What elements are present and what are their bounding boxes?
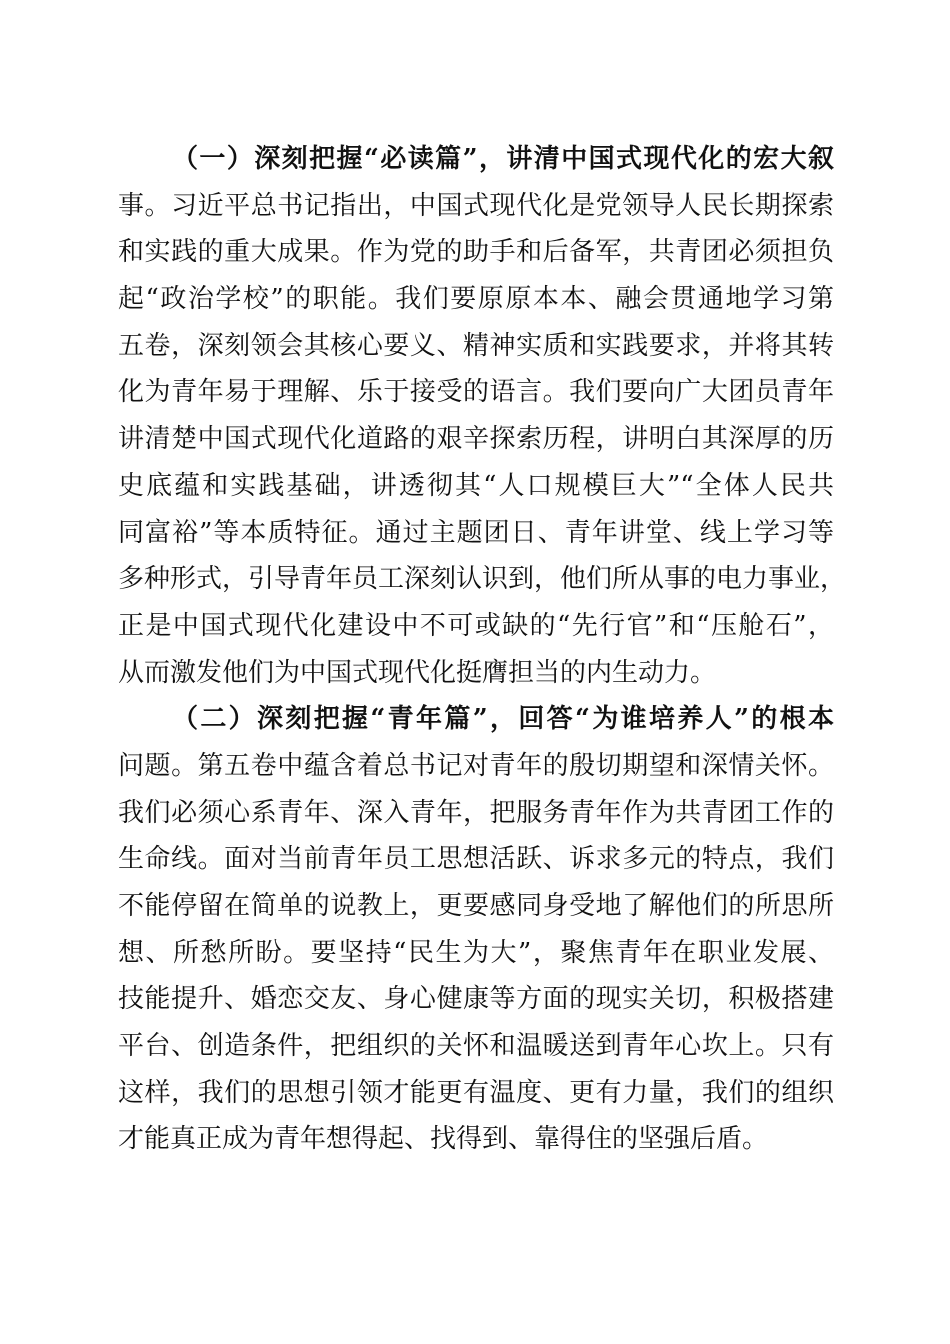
paragraph-line: 这样，我们的思想引领才能更有温度、更有力量，我们的组织 xyxy=(118,1077,834,1108)
paragraph-line: 和实践的重大成果。作为党的助手和后备军，共青团必须担负 xyxy=(118,237,834,268)
paragraph-heading-line: （一）深刻把握“必读篇”，讲清中国式现代化的宏大叙 xyxy=(172,144,834,174)
paragraph-line: 问题。第五卷中蕴含着总书记对青年的殷切期望和深情关怀。 xyxy=(118,750,834,781)
paragraph-line: 化为青年易于理解、乐于接受的语言。我们要向广大团员青年 xyxy=(118,377,834,408)
paragraph-line: 正是中国式现代化建设中不可或缺的“先行官”和“压舱石”， xyxy=(118,610,834,641)
paragraph-heading-line: （二）深刻把握“青年篇”，回答“为谁培养人”的根本 xyxy=(172,704,834,735)
paragraph-line: 讲清楚中国式现代化道路的艰辛探索历程，讲明白其深厚的历 xyxy=(118,424,834,455)
paragraph-1 xyxy=(118,136,847,696)
paragraph-line: 平台、创造条件，把组织的关怀和温暖送到青年心坎上。只有 xyxy=(118,1031,834,1062)
paragraph-line: 从而激发他们为中国式现代化挺膺担当的内生动力。 xyxy=(118,657,717,688)
paragraph-line: 生命线。面对当前青年员工思想活跃、诉求多元的特点，我们 xyxy=(118,844,834,875)
paragraph-line: 不能停留在简单的说教上，更要感同身受地了解他们的所思所 xyxy=(118,891,834,921)
paragraph-line: 同富裕”等本质特征。通过主题团日、青年讲堂、线上学习等 xyxy=(118,517,834,548)
paragraph-line: 才能真正成为青年想得起、找得到、靠得住的坚强后盾。 xyxy=(118,1124,769,1155)
paragraph-line: 技能提升、婚恋交友、身心健康等方面的现实关切，积极搭建 xyxy=(118,984,834,1015)
document-body xyxy=(118,136,847,1163)
paragraph-line: 想、所愁所盼。要坚持“民生为大”，聚焦青年在职业发展、 xyxy=(118,937,834,968)
paragraph-line: 起“政治学校”的职能。我们要原原本本、融会贯通地学习第 xyxy=(118,284,834,315)
paragraph-line: 我们必须心系青年、深入青年，把服务青年作为共青团工作的 xyxy=(118,797,834,828)
paragraph-2 xyxy=(118,696,834,1163)
paragraph-line: 史底蕴和实践基础，讲透彻其“人口规模巨大”“全体人民共 xyxy=(118,470,834,501)
paragraph-line: 事。习近平总书记指出，中国式现代化是党领导人民长期探索 xyxy=(118,190,834,221)
paragraph-line: 五卷，深刻领会其核心要义、精神实质和实践要求，并将其转 xyxy=(118,330,834,361)
paragraph-line: 多种形式，引导青年员工深刻认识到，他们所从事的电力事业， xyxy=(118,564,847,595)
